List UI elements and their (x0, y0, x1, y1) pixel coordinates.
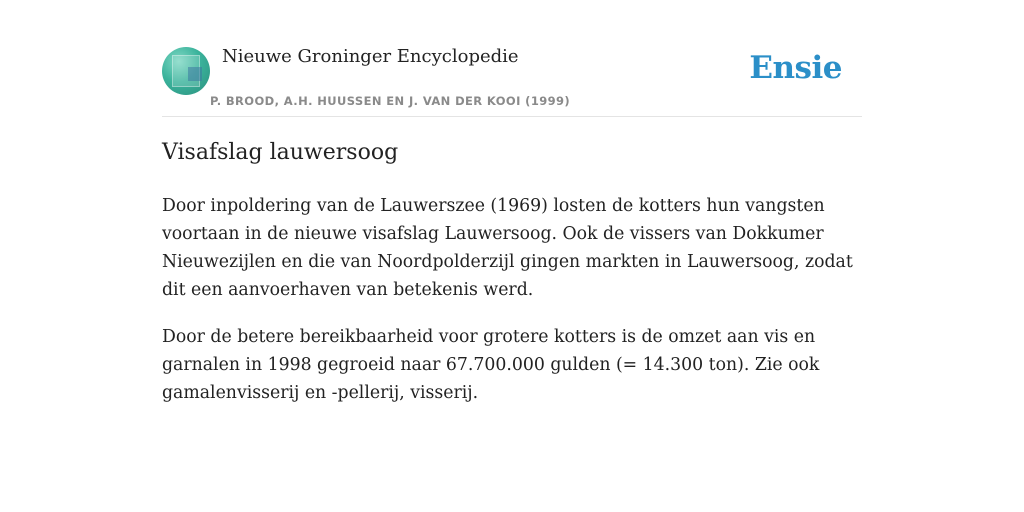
article-paragraph: Door de betere bereikbaarheid voor grotere kotters is de omzet aan vis en garnalen in 1998 gegroeid naar 67.700.000 gulden (= 14.300 ton). Zie ook gamalenvisserij en -pellerij, visserij. (162, 327, 820, 403)
publication-authors: P. BROOD, A.H. HUUSSEN EN J. VAN DER KOOI (1999) (210, 94, 571, 108)
publication-title[interactable]: Nieuwe Groninger Encyclopedie (222, 46, 519, 67)
brand-logo[interactable]: Ensie (749, 50, 842, 86)
book-cover-detail (188, 67, 202, 81)
article-paragraph: Door inpoldering van de Lauwerszee (1969) losten de kotters hun vangsten voortaan in de nieuwe visafslag Lauwersoog. Ook de vissers van Dokkumer Nieuwezijlen en die van Noordpolderzijl gingen markten in Lauwersoog, zodat dit een aanvoerhaven van betekenis werd. (162, 196, 853, 300)
publication-avatar[interactable] (162, 47, 210, 95)
header (162, 0, 862, 117)
article-body (162, 192, 862, 426)
article-title: Visafslag lauwersoog (162, 140, 399, 165)
page (162, 0, 862, 403)
